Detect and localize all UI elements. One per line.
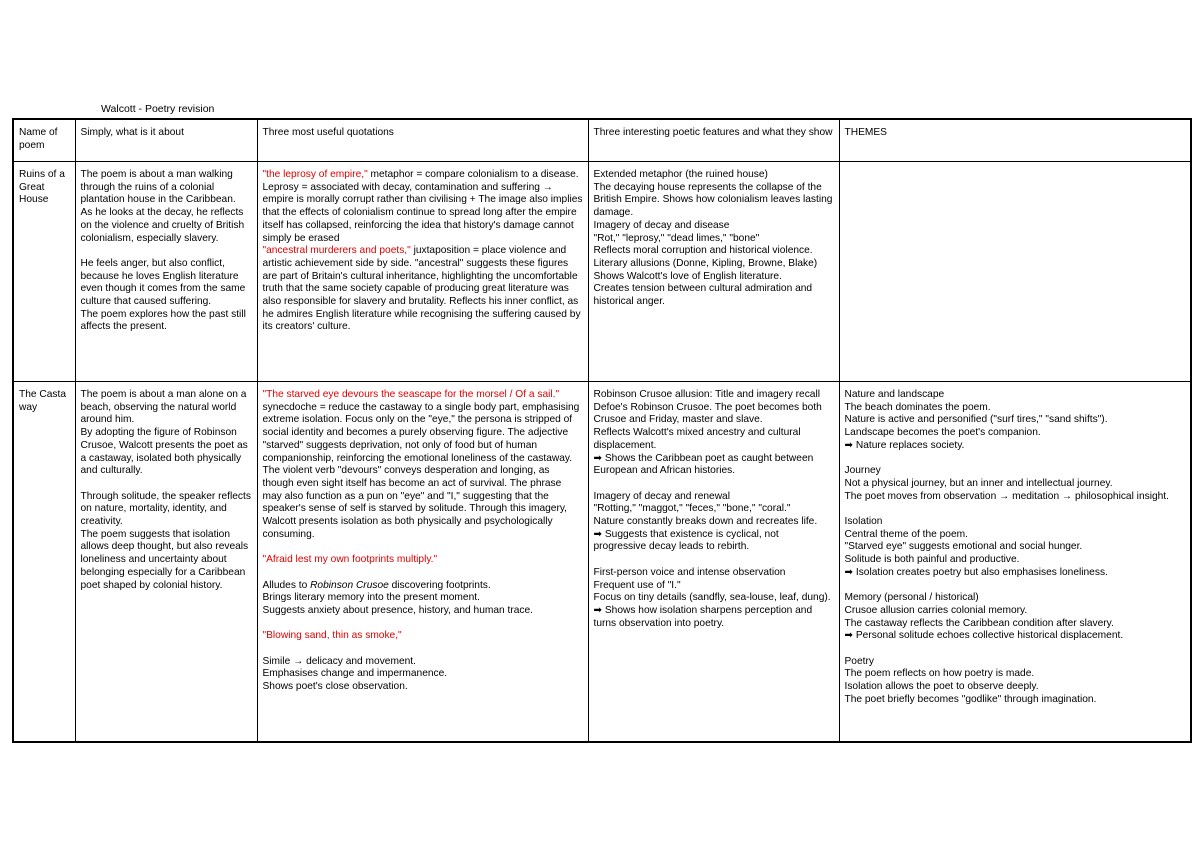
header-about: Simply, what is it about (75, 119, 257, 162)
table-row-ruins (13, 162, 1191, 382)
theme-line: Isolation (844, 516, 883, 527)
quote-analysis: metaphor = compare colonialism to a disease. Leprosy = associated with decay, contamination and suffering → empire is morally corrupt rather than civilising + The image also implies that the effects of colonialism continue to spread long after the empire itself has collapsed, reinforcing the idea that history's damage cannot simply be erased (262, 169, 583, 244)
feature-line: Robinson Crusoe allusion: Title and imagery recall Defoe's Robinson Crusoe. The poet becomes both Crusoe and Friday, master and slave. (593, 389, 822, 426)
header-quotations: Three most useful quotations (257, 119, 588, 162)
quote-block (263, 169, 583, 245)
about-cell (75, 162, 257, 382)
quote-analysis: Brings literary memory into the present moment. (262, 592, 480, 604)
themes-cell (839, 382, 1191, 743)
feature-line: Frequent use of "I." (593, 579, 681, 591)
table-row-castaway (13, 382, 1191, 743)
poem-name-cell: The Castaway (13, 382, 75, 743)
spacer (594, 554, 834, 567)
theme-line: Journey (844, 465, 881, 477)
feature-line: Literary allusions (Donne, Kipling, Browne, Blake) (593, 257, 818, 269)
quote-analysis-text: discovering footprints. (388, 579, 491, 591)
features-cell (588, 162, 839, 382)
about-line: The poem is about a man alone on a beach, observing the natural world around him. (80, 389, 247, 426)
spacer (845, 643, 1186, 656)
theme-line: The poem reflects on how poetry is made. (844, 668, 1035, 680)
about-line: The poem is about a man walking through the ruins of a colonial plantation house in the Caribbean. (80, 169, 236, 206)
feature-line: Imagery of decay and renewal (593, 490, 730, 502)
about-line: The poem suggests that isolation allows deep thought, but also reveals loneliness and uncertainty about belonging especially for a Caribbean poet shaped by colonial history. (80, 528, 249, 591)
feature-line: Reflects Walcott's mixed ancestry and cultural displacement. (593, 427, 801, 451)
quote-analysis: synecdoche = reduce the castaway to a single body part, emphasising extreme isolation. Focus only on the "eye," the persona is stripped of social identity and becomes a purely observing figure. The adjective "starved" suggests deprivation, not only of food but of human companionship, reinforcing the emotional loneliness of the castaway. The violent verb "devours" conveys desperation and longing, as though even sight itself has become an act of survival. The phrase may also function as a pun on "eye" and "I," suggesting that the speaker's sense of self is starved by solitude. Through this imagery, Walcott presents isolation as both physically and psychologically consuming. (262, 401, 580, 540)
quote-analysis-italic: Robinson Crusoe (310, 579, 389, 591)
feature-line: Creates tension between cultural admiration and historical anger. (593, 283, 813, 308)
quote-analysis (263, 580, 583, 593)
theme-line: Nature and landscape (844, 389, 945, 400)
about-line: By adopting the figure of Robinson Crusoe, Walcott presents the poet as a castaway, isolated both physically and culturally. (80, 427, 248, 477)
theme-line: Nature is active and personified ("surf tires," "sand shifts"). (844, 414, 1108, 426)
quote-analysis: Shows poet's close observation. (262, 681, 408, 693)
header-features: Three interesting poetic features and what they show (588, 119, 839, 162)
feature-line: ➡ Shows how isolation sharpens perception and turns observation into poetry. (593, 604, 813, 629)
feature-line: Nature constantly breaks down and recreates life. (593, 516, 818, 528)
feature-line: ➡ Suggests that existence is cyclical, not progressive decay leads to rebirth. (593, 528, 779, 553)
theme-line: Poetry (844, 655, 874, 667)
revision-table (12, 118, 1192, 743)
quote-block (263, 245, 583, 334)
about-line: Through solitude, the speaker reflects on nature, mortality, identity, and creativity. (80, 490, 251, 528)
spacer (263, 643, 583, 656)
quote-text: "the leprosy of empire," (262, 169, 368, 180)
theme-line: "Starved eye" suggests emotional and social hunger. (844, 541, 1083, 553)
about-line: The poem explores how the past still affects the present. (80, 308, 246, 333)
themes-cell (839, 162, 1191, 382)
theme-line: Central theme of the poem. (844, 528, 968, 540)
spacer (845, 503, 1186, 516)
theme-line: Memory (personal / historical) (844, 592, 979, 604)
spacer (845, 580, 1186, 593)
feature-line: The decaying house represents the collapse of the British Empire. Shows how colonialism leaves lasting damage. (593, 181, 833, 219)
feature-line: Imagery of decay and disease (593, 219, 730, 231)
quote-analysis: Emphasises change and impermanence. (262, 668, 448, 680)
theme-line: Landscape becomes the poet's companion. (844, 427, 1041, 439)
feature-line: Shows Walcott's love of English literature. (593, 270, 782, 282)
theme-line: ➡ Isolation creates poetry but also emphasises loneliness. (844, 566, 1108, 578)
feature-line: "Rotting," "maggot," "feces," "bone," "coral." (593, 503, 791, 515)
header-themes: THEMES (839, 119, 1191, 162)
quote-text: "ancestral murderers and poets," (262, 245, 411, 257)
header-row (13, 119, 1191, 162)
quote-text: "Blowing sand, thin as smoke," (262, 630, 402, 642)
document-title: Walcott - Poetry revision (101, 103, 215, 115)
features-cell (588, 382, 839, 743)
theme-line: The castaway reflects the Caribbean condition after slavery. (844, 617, 1114, 629)
spacer (263, 541, 583, 554)
feature-line: Extended metaphor (the ruined house) (593, 169, 768, 180)
header-poem-name: Name of poem (13, 119, 75, 162)
about-line: He feels anger, but also conflict, because he loves English literature even though it comes from the same culture that caused suffering. (80, 257, 246, 308)
spacer (81, 478, 252, 491)
theme-line: ➡ Nature replaces society. (844, 439, 965, 451)
theme-line: Not a physical journey, but an inner and intellectual journey. (844, 477, 1113, 489)
spacer (263, 567, 583, 580)
spacer (594, 478, 834, 491)
feature-line: "Rot," "leprosy," "dead limes," "bone" (593, 232, 760, 244)
quote-text: "Afraid lest my own footprints multiply." (262, 554, 438, 566)
feature-line: Focus on tiny details (sandfly, sea-louse, leaf, dung). (593, 592, 831, 604)
spacer (263, 618, 583, 631)
quote-analysis-text: Alludes to (262, 579, 311, 591)
theme-line: Isolation allows the poet to observe deeply. (844, 681, 1039, 693)
about-cell (75, 382, 257, 743)
theme-line: The beach dominates the poem. (844, 401, 991, 413)
theme-line: The poet moves from observation → meditation → philosophical insight. (844, 490, 1169, 502)
theme-line: ➡ Personal solitude echoes collective historical displacement. (844, 630, 1124, 642)
quote-analysis: Simile → delicacy and movement. (262, 655, 416, 667)
spacer (81, 245, 252, 258)
about-line: As he looks at the decay, he reflects on the violence and cruelty of British colonialism, especially slavery. (80, 207, 245, 244)
feature-line: Reflects moral corruption and historical violence. (593, 245, 813, 257)
spacer (845, 453, 1186, 466)
quotations-cell (257, 382, 588, 743)
quote-analysis: juxtaposition = place violence and artistic achievement side by side. "ancestral" suggests these figures are part of Britain's cultural inheritance, highlighting the uncomfortable truth that the same society capable of producing great literature was also responsible for slavery and brutality. Reflects his inner conflict, as he admires English literature while recognising the suffering caused by its creators' culture. (262, 245, 581, 333)
feature-line: ➡ Shows the Caribbean poet as caught between European and African histories. (593, 452, 814, 477)
theme-line: Solitude is both painful and productive. (844, 554, 1020, 566)
theme-line: The poet briefly becomes "godlike" through imagination. (844, 693, 1097, 705)
quotations-cell (257, 162, 588, 382)
quote-text: "The starved eye devours the seascape for the morsel / Of a sail." (262, 389, 560, 400)
poem-name-cell: Ruins of a Great House (13, 162, 75, 382)
feature-line: First-person voice and intense observation (593, 566, 786, 578)
theme-line: Crusoe allusion carries colonial memory. (844, 604, 1028, 616)
quote-analysis: Suggests anxiety about presence, history, and human trace. (262, 604, 534, 616)
